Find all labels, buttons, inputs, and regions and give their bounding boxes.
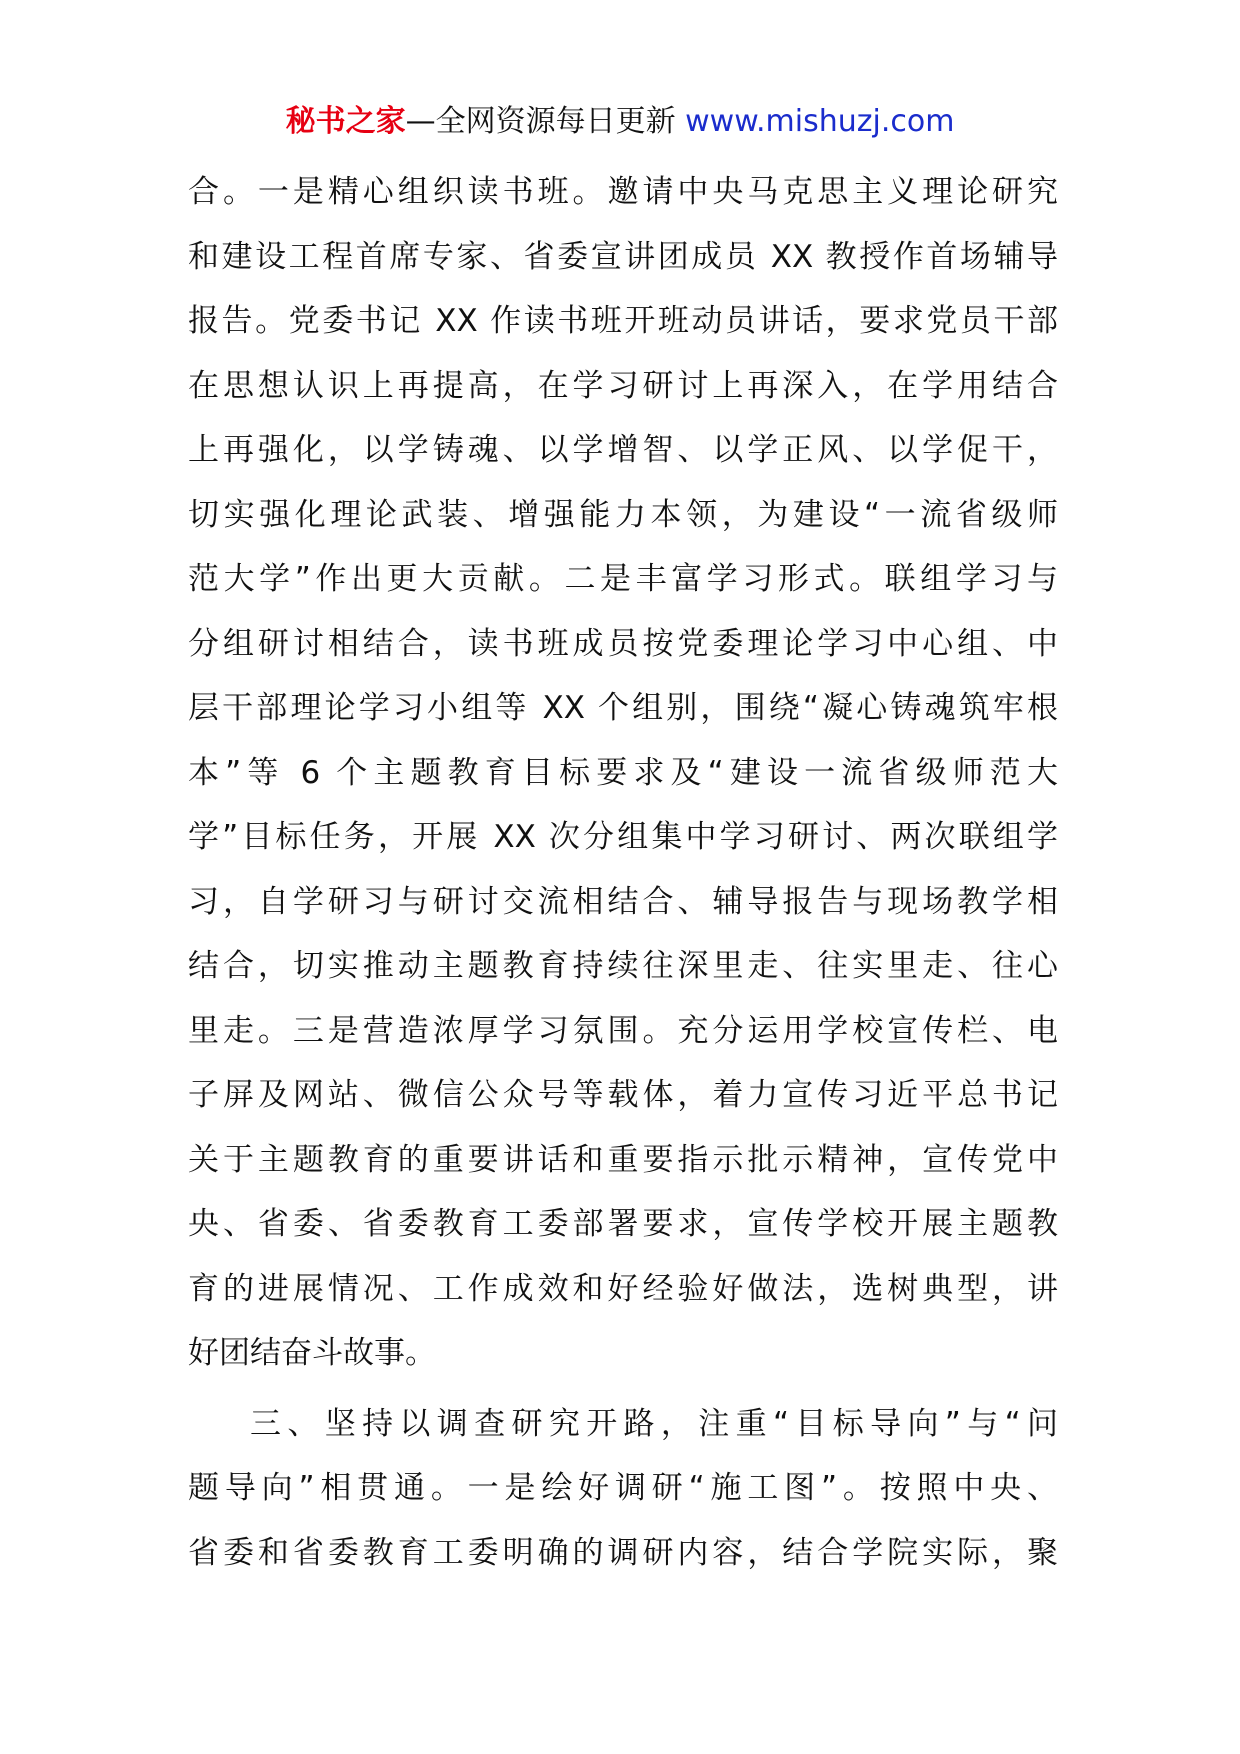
body-line: 省委和省委教育工委明确的调研内容，结合学院实际，聚 xyxy=(188,1534,1058,1571)
page-header xyxy=(0,100,1240,144)
body-line: 里走。三是营造浓厚学习氛围。充分运用学校宣传栏、电 xyxy=(188,1012,1058,1049)
body-line: 上再强化，以学铸魂、以学增智、以学正风、以学促干， xyxy=(188,432,1058,468)
body-line: 学”目标任务，开展 XX 次分组集中学习研讨、两次联组学 xyxy=(188,819,1058,855)
body-line: 子屏及网站、微信公众号等载体，着力宣传习近平总书记 xyxy=(188,1077,1058,1113)
site-link[interactable]: www.mishuzj.com xyxy=(685,104,955,139)
body-line: 分组研讨相结合，读书班成员按党委理论学习中心组、中 xyxy=(188,625,1058,662)
body-line: 切实强化理论武装、增强能力本领，为建设“一流省级师 xyxy=(188,496,1058,533)
body-line: 育的进展情况、工作成效和好经验好做法，选树典型，讲 xyxy=(188,1270,1058,1307)
document-body xyxy=(188,160,1058,1585)
body-line: 范大学”作出更大贡献。二是丰富学习形式。联组学习与 xyxy=(188,561,1058,597)
body-line: 合。一是精心组织读书班。邀请中央马克思主义理论研究 xyxy=(188,174,1058,210)
body-line: 在思想认识上再提高，在学习研讨上再深入，在学用结合 xyxy=(188,367,1058,404)
brand-name: 秘书之家 xyxy=(285,104,406,139)
section-heading-line: 三、坚持以调查研究开路，注重“目标导向”与“问 xyxy=(250,1405,1058,1442)
body-line: 结合，切实推动主题教育持续往深里走、往实里走、往心 xyxy=(188,948,1058,984)
body-line: 报告。党委书记 XX 作读书班开班动员讲话，要求党员干部 xyxy=(188,303,1058,339)
body-line: 好团结奋斗故事。 xyxy=(188,1335,436,1371)
body-line: 关于主题教育的重要讲话和重要指示批示精神，宣传党中 xyxy=(188,1141,1058,1178)
body-line: 题导向”相贯通。一是绘好调研“施工图”。按照中央、 xyxy=(188,1470,1058,1506)
body-line: 本”等 6 个主题教育目标要求及“建设一流省级师范大 xyxy=(188,754,1058,791)
body-line: 央、省委、省委教育工委部署要求，宣传学校开展主题教 xyxy=(188,1206,1058,1242)
header-tagline: —全网资源每日更新 xyxy=(405,104,686,139)
body-line: 习，自学研习与研讨交流相结合、辅导报告与现场教学相 xyxy=(188,883,1058,920)
body-line: 和建设工程首席专家、省委宣讲团成员 XX 教授作首场辅导 xyxy=(188,238,1058,275)
body-line: 层干部理论学习小组等 XX 个组别，围绕“凝心铸魂筑牢根 xyxy=(188,690,1058,726)
